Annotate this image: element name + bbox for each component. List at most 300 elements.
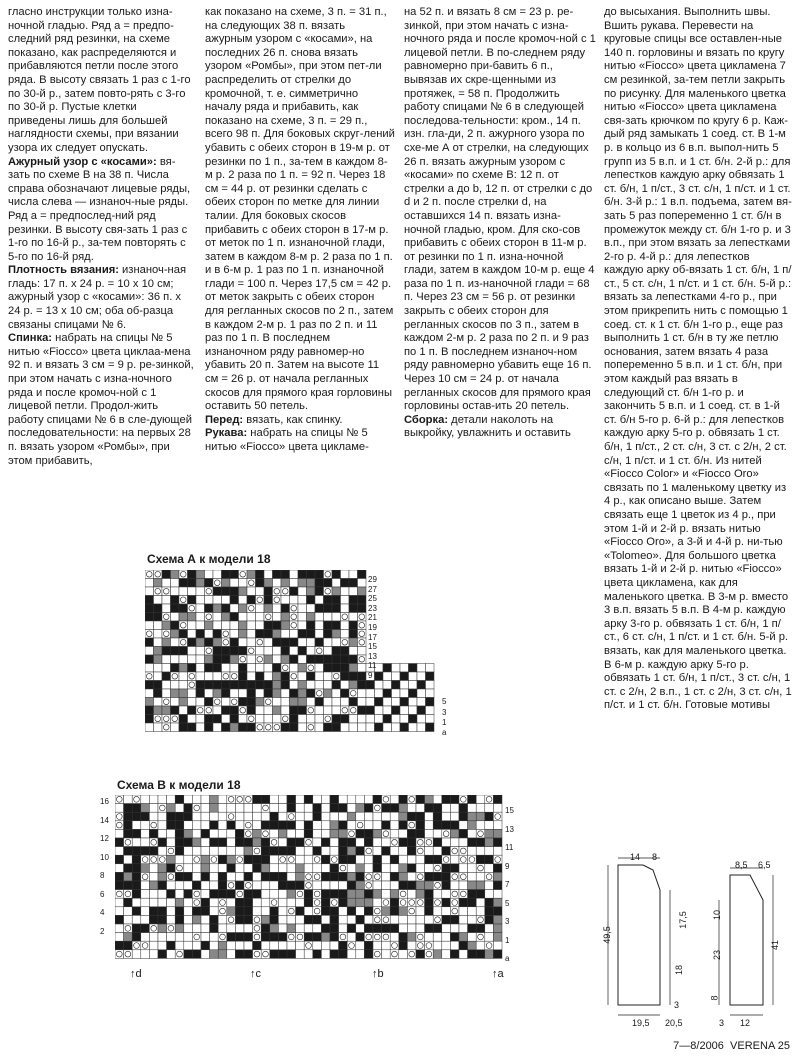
grid-cell <box>145 579 154 588</box>
grid-cell <box>321 847 330 856</box>
text-column-3 <box>404 6 596 441</box>
grid-cell <box>278 804 287 813</box>
grid-cell <box>256 672 265 681</box>
grid-cell <box>332 664 341 673</box>
row-number: 17 <box>368 632 377 642</box>
grid-cell <box>307 613 316 622</box>
dim-body-bottom-right: 20,5 <box>665 1018 683 1028</box>
row-number-left: 10 <box>100 852 109 862</box>
grid-cell <box>273 655 282 664</box>
grid-cell <box>158 838 167 847</box>
grid-cell <box>222 681 231 690</box>
grid-cell <box>256 587 265 596</box>
grid-cell <box>201 829 210 838</box>
grid-cell <box>171 638 180 647</box>
grid-cell <box>218 924 227 933</box>
grid-cell <box>210 812 219 821</box>
marker-letter: b <box>377 968 384 980</box>
grid-cell <box>270 890 279 899</box>
grid-cell <box>356 933 365 942</box>
grid-cell <box>261 898 270 907</box>
grid-cell <box>287 821 296 830</box>
grid-cell <box>383 664 392 673</box>
grid-cell <box>433 821 442 830</box>
grid-cell <box>485 812 494 821</box>
paragraph-text: набрать на спицы № 5 нитью «Fiocco» цвета циклаa-мена 92 п. и вязать 3 см = 9 р. ре-зинкой, при этом начать с изна-ночного ряда и после кромоч-ной с 1 лицевой петли. Продол-жить работу спицами № 6 в сле-дующей последовательности: на первых 28 п. вязать узором «Ромбы», при этом прибавить, <box>8 332 194 467</box>
grid-cell <box>349 655 358 664</box>
grid-cell <box>373 890 382 899</box>
grid-cell <box>382 941 391 950</box>
grid-cell <box>175 855 184 864</box>
grid-cell <box>253 941 262 950</box>
grid-cell <box>158 933 167 942</box>
grid-cell <box>296 898 305 907</box>
grid-cell <box>154 706 163 715</box>
grid-cell <box>433 829 442 838</box>
grid-cell <box>459 838 468 847</box>
grid-cell <box>175 924 184 933</box>
grid-cell <box>290 706 299 715</box>
grid-cell <box>115 898 124 907</box>
grid-cell <box>196 681 205 690</box>
grid-cell <box>145 621 154 630</box>
grid-cell <box>145 664 154 673</box>
grid-cell <box>154 681 163 690</box>
grid-cell <box>201 864 210 873</box>
grid-cell <box>399 907 408 916</box>
grid-cell <box>132 950 141 959</box>
grid-cell <box>201 933 210 942</box>
grid-cell <box>213 672 222 681</box>
grid-cell <box>324 621 333 630</box>
grid-cell <box>210 950 219 959</box>
grid-cell <box>417 672 426 681</box>
grid-cell <box>349 681 358 690</box>
grid-cell <box>227 898 236 907</box>
grid-cell <box>347 855 356 864</box>
grid-cell <box>235 804 244 813</box>
grid-cell <box>230 647 239 656</box>
grid-cell <box>493 829 502 838</box>
grid-cell <box>281 723 290 732</box>
grid-cell <box>287 804 296 813</box>
grid-cell <box>230 621 239 630</box>
grid-cell <box>281 638 290 647</box>
grid-cell <box>330 941 339 950</box>
marker-letter: a <box>497 968 504 980</box>
grid-cell <box>253 812 262 821</box>
grid-cell <box>213 689 222 698</box>
grid-cell <box>115 864 124 873</box>
grid-cell <box>132 890 141 899</box>
paragraph-heading: Спинка: <box>8 332 53 345</box>
grid-cell <box>278 898 287 907</box>
grid-cell <box>347 804 356 813</box>
paragraph-heading: Сборка: <box>404 413 449 426</box>
grid-cell <box>341 664 350 673</box>
grid-cell <box>390 872 399 881</box>
grid-cell <box>349 596 358 605</box>
grid-cell <box>307 655 316 664</box>
marker-letter: c <box>255 968 261 980</box>
grid-cell <box>167 941 176 950</box>
grid-cell <box>179 715 188 724</box>
grid-cell <box>167 950 176 959</box>
grid-cell <box>468 838 477 847</box>
scheme-a-title: Схема А к модели 18 <box>147 552 271 566</box>
grid-cell <box>321 924 330 933</box>
grid-cell <box>468 795 477 804</box>
grid-cell <box>459 829 468 838</box>
grid-cell <box>115 847 124 856</box>
grid-cell <box>162 596 171 605</box>
grid-cell <box>179 681 188 690</box>
grid-cell <box>347 915 356 924</box>
grid-cell <box>493 804 502 813</box>
dim-body-r2: 18 <box>674 964 685 976</box>
grid-cell <box>493 890 502 899</box>
grid-cell <box>145 638 154 647</box>
grid-cell <box>364 890 373 899</box>
grid-cell <box>425 847 434 856</box>
grid-cell <box>358 715 367 724</box>
grid-cell <box>341 689 350 698</box>
grid-cell <box>298 621 307 630</box>
grid-cell <box>400 723 409 732</box>
grid-cell <box>239 630 248 639</box>
grid-cell <box>278 915 287 924</box>
grid-cell <box>468 864 477 873</box>
grid-cell <box>184 838 193 847</box>
grid-cell <box>468 829 477 838</box>
grid-cell <box>321 864 330 873</box>
grid-cell <box>416 915 425 924</box>
grid-cell <box>315 723 324 732</box>
grid-cell <box>184 872 193 881</box>
grid-cell <box>375 681 384 690</box>
grid-cell <box>256 604 265 613</box>
row-number: 21 <box>368 613 377 623</box>
grid-cell <box>210 898 219 907</box>
grid-cell <box>347 795 356 804</box>
grid-cell <box>358 647 367 656</box>
grid-cell <box>270 915 279 924</box>
grid-cell <box>192 847 201 856</box>
grid-cell <box>450 933 459 942</box>
grid-cell <box>213 638 222 647</box>
grid-cell <box>235 898 244 907</box>
grid-cell <box>349 715 358 724</box>
grid-cell <box>315 596 324 605</box>
grid-cell <box>298 613 307 622</box>
grid-cell <box>218 812 227 821</box>
grid-cell <box>287 898 296 907</box>
grid-cell <box>476 890 485 899</box>
paragraph-text: как показано на схеме, 3 п. = 31 п., на следующих 38 п. вязать ажурным узором с «косами», на последних 26 п. снова вязать узором «Ромбы», при этом пет-ли распределить от стрелки до кромочной, т. е. симметрично началу ряда и прибавить, как показано на схеме, 3 п. = 29 п., всего 98 п. Для боковых скруг-лений убавить с обеих сторон в 19-м р. от резинки по 1 п., за-тем в каждом 8-м р. 2 раза по 1 п. = 92 п. Через 18 см = 44 р. от резинки сделать с обеих сторон по метке для линии талии. Для боковых скосов прибавить с обеих сторон в 17-м р. от меток по 1 п. изнаночной глади, затем в каждом 8-м р. 2 раза по 1 п. и в 6-м р. 1 раз по 1 п. изнаночной глади = 100 п. Через 17,5 см = 42 р. от меток закрыть с обеих сторон для регланных скосов по 2 п., затем в каждом 2-м р. 1 раз по 2 п. и 11 раз по 1 п. В последнем изнаночном ряду равномер-но убавить 20 п. Затем на высоте 11 см = 26 р. от начала регланных скосов для прямого края горловины оставить 50 петель. <box>205 6 395 413</box>
grid-cell <box>218 855 227 864</box>
grid-cell <box>417 698 426 707</box>
grid-cell <box>270 795 279 804</box>
grid-cell <box>425 872 434 881</box>
grid-cell <box>416 890 425 899</box>
grid-cell <box>433 812 442 821</box>
page-number: 25 <box>777 1040 790 1052</box>
grid-cell <box>188 698 197 707</box>
grid-cell <box>315 655 324 664</box>
grid-cell <box>222 655 231 664</box>
grid-cell <box>261 933 270 942</box>
grid-cell <box>158 864 167 873</box>
grid-cell <box>184 795 193 804</box>
paragraph <box>205 6 395 414</box>
grid-cell <box>218 829 227 838</box>
grid-cell <box>476 795 485 804</box>
grid-cell <box>468 804 477 813</box>
grid-cell <box>278 821 287 830</box>
grid-cell <box>417 706 426 715</box>
grid-cell <box>222 621 231 630</box>
grid-cell <box>264 664 273 673</box>
grid-cell <box>141 907 150 916</box>
grid-cell <box>188 664 197 673</box>
grid-cell <box>399 933 408 942</box>
grid-cell <box>321 950 330 959</box>
grid-cell <box>341 698 350 707</box>
grid-cell <box>171 647 180 656</box>
grid-cell <box>154 579 163 588</box>
row-number: 23 <box>368 603 377 613</box>
grid-cell <box>235 829 244 838</box>
grid-cell <box>313 950 322 959</box>
grid-cell <box>227 872 236 881</box>
grid-cell <box>321 821 330 830</box>
grid-cell <box>196 579 205 588</box>
grid-cell <box>239 638 248 647</box>
grid-cell <box>358 596 367 605</box>
grid-cell <box>175 941 184 950</box>
grid-cell <box>210 890 219 899</box>
grid-cell <box>213 596 222 605</box>
grid-cell <box>450 950 459 959</box>
grid-cell <box>218 950 227 959</box>
grid-cell <box>281 681 290 690</box>
grid-cell <box>227 829 236 838</box>
grid-cell <box>201 890 210 899</box>
grid-cell <box>210 829 219 838</box>
grid-cell <box>364 941 373 950</box>
grid-cell <box>450 804 459 813</box>
grid-cell <box>196 655 205 664</box>
grid-cell <box>253 881 262 890</box>
grid-cell <box>184 941 193 950</box>
grid-cell <box>390 915 399 924</box>
grid-cell <box>358 706 367 715</box>
scheme-b-grid <box>115 795 515 995</box>
grid-cell <box>273 664 282 673</box>
dim-sleeve-top2: 6,5 <box>758 860 771 870</box>
grid-cell <box>493 864 502 873</box>
grid-cell <box>304 812 313 821</box>
grid-cell <box>468 933 477 942</box>
grid-cell <box>162 621 171 630</box>
text-column-2 <box>205 6 395 455</box>
grid-cell <box>341 596 350 605</box>
grid-cell <box>330 804 339 813</box>
grid-cell <box>339 890 348 899</box>
grid-cell <box>192 941 201 950</box>
grid-cell <box>347 812 356 821</box>
row-number: 7 <box>368 680 373 690</box>
grid-cell <box>321 933 330 942</box>
grid-cell <box>290 638 299 647</box>
grid-cell <box>375 715 384 724</box>
grid-cell <box>239 689 248 698</box>
grid-cell <box>287 915 296 924</box>
grid-cell <box>399 924 408 933</box>
grid-cell <box>124 881 133 890</box>
grid-cell <box>399 821 408 830</box>
grid-cell <box>450 829 459 838</box>
grid-cell <box>324 613 333 622</box>
grid-cell <box>270 804 279 813</box>
grid-cell <box>382 950 391 959</box>
grid-cell <box>201 804 210 813</box>
grid-cell <box>162 638 171 647</box>
grid-cell <box>347 838 356 847</box>
grid-cell <box>235 838 244 847</box>
grid-cell <box>247 613 256 622</box>
grid-cell <box>400 681 409 690</box>
grid-cell <box>281 579 290 588</box>
grid-cell <box>339 812 348 821</box>
grid-cell <box>244 890 253 899</box>
grid-cell <box>124 941 133 950</box>
grid-cell <box>235 933 244 942</box>
grid-cell <box>366 689 375 698</box>
grid-cell <box>407 864 416 873</box>
grid-cell <box>201 838 210 847</box>
grid-cell <box>313 812 322 821</box>
grid-cell <box>239 715 248 724</box>
grid-cell <box>442 898 451 907</box>
grid-cell <box>366 698 375 707</box>
grid-cell <box>247 638 256 647</box>
grid-cell <box>476 872 485 881</box>
dim-body-bottom-left: 19,5 <box>632 1018 650 1028</box>
grid-cell <box>298 579 307 588</box>
grid-cell <box>244 907 253 916</box>
grid-cell <box>205 672 214 681</box>
grid-cell <box>426 723 435 732</box>
grid-cell <box>227 933 236 942</box>
row-number: 13 <box>368 651 377 661</box>
grid-cell <box>244 924 253 933</box>
grid-cell <box>281 604 290 613</box>
grid-cell <box>264 647 273 656</box>
grid-cell <box>149 890 158 899</box>
grid-cell <box>409 698 418 707</box>
grid-cell <box>239 647 248 656</box>
grid-cell <box>339 881 348 890</box>
grid-cell <box>201 898 210 907</box>
grid-cell <box>175 881 184 890</box>
grid-cell <box>392 723 401 732</box>
grid-cell <box>179 672 188 681</box>
grid-cell <box>383 715 392 724</box>
row-number: 29 <box>368 575 377 584</box>
grid-cell <box>278 924 287 933</box>
row-number: 5 <box>442 697 447 707</box>
grid-cell <box>154 689 163 698</box>
grid-cell <box>409 664 418 673</box>
grid-cell <box>366 723 375 732</box>
grid-cell <box>349 638 358 647</box>
grid-cell <box>145 689 154 698</box>
grid-cell <box>321 881 330 890</box>
grid-cell <box>390 907 399 916</box>
grid-cell <box>400 672 409 681</box>
grid-cell <box>485 847 494 856</box>
grid-cell <box>425 795 434 804</box>
grid-cell <box>132 821 141 830</box>
grid-cell <box>307 621 316 630</box>
grid-cell <box>332 638 341 647</box>
grid-cell <box>158 872 167 881</box>
grid-cell <box>298 681 307 690</box>
grid-cell <box>356 855 365 864</box>
grid-cell <box>287 864 296 873</box>
grid-cell <box>290 647 299 656</box>
grid-cell <box>227 838 236 847</box>
grid-cell <box>407 933 416 942</box>
grid-cell <box>184 881 193 890</box>
grid-cell <box>358 689 367 698</box>
grid-cell <box>261 890 270 899</box>
grid-cell <box>356 915 365 924</box>
grid-cell <box>417 723 426 732</box>
text-column-4 <box>604 6 792 713</box>
grid-cell <box>235 872 244 881</box>
grid-cell <box>124 847 133 856</box>
grid-cell <box>270 872 279 881</box>
grid-cell <box>468 872 477 881</box>
grid-cell <box>132 881 141 890</box>
grid-cell <box>281 596 290 605</box>
grid-cell <box>141 838 150 847</box>
grid-cell <box>154 672 163 681</box>
grid-cell <box>188 689 197 698</box>
grid-cell <box>196 715 205 724</box>
grid-cell <box>218 847 227 856</box>
grid-cell <box>416 864 425 873</box>
grid-cell <box>382 804 391 813</box>
grid-cell <box>459 881 468 890</box>
grid-cell <box>270 924 279 933</box>
magazine-name: VERENA <box>730 1040 775 1052</box>
grid-cell <box>407 804 416 813</box>
grid-cell <box>278 941 287 950</box>
grid-cell <box>313 829 322 838</box>
grid-cell <box>468 881 477 890</box>
grid-cell <box>278 864 287 873</box>
grid-cell <box>218 795 227 804</box>
grid-cell <box>358 698 367 707</box>
grid-cell <box>264 638 273 647</box>
grid-cell <box>175 829 184 838</box>
grid-cell <box>290 579 299 588</box>
grid-cell <box>162 655 171 664</box>
row-number-right: 15 <box>505 806 514 815</box>
